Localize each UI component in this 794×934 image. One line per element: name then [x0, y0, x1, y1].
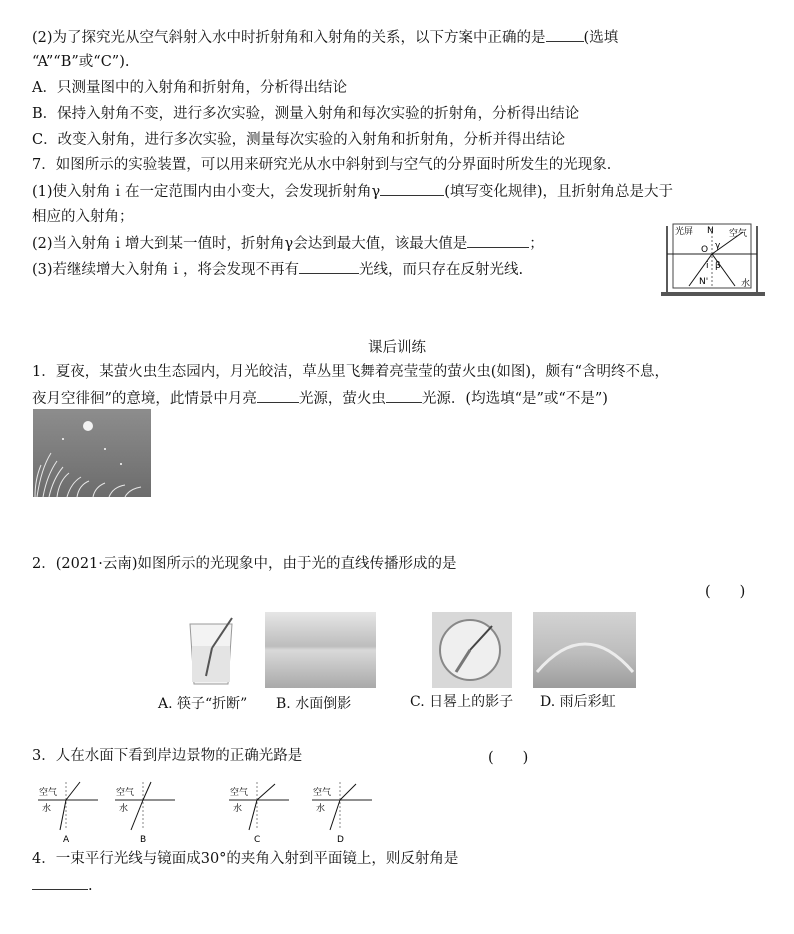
refraction-apparatus-figure: [659, 222, 769, 298]
base-stand: [661, 292, 765, 296]
q3-answer-paren[interactable]: ( ): [488, 750, 529, 766]
q7-part1-cont: 相应的入射角；: [32, 209, 134, 225]
label-gamma: γ: [715, 241, 721, 251]
ray-upper: [340, 784, 356, 800]
ray-upper: [66, 782, 80, 800]
q3-stem: 3．人在水面下看到岸边景物的正确光路是: [32, 748, 303, 764]
label-air: 空气: [116, 788, 135, 798]
q2-caption-a: A. 筷子“折断”: [158, 696, 248, 712]
q2-stem: 2．(2021·云南)如图所示的光现象中，由于光的直线传播形成的是: [32, 556, 457, 572]
q7-part1: (1)使入射角ｉ在一定范围内由小变大，会发现折射角γ (填写变化规律)，且折射角总是大于: [32, 181, 673, 202]
label-n-prime: N': [699, 277, 709, 287]
rainbow-arc: [533, 612, 636, 688]
light-path-diagram-a: [36, 780, 100, 844]
q7-part2: (2)当入射角ｉ增大到某一值时，折射角γ会达到最大值，该最大值是 ；: [32, 233, 544, 254]
q2-caption-b: B. 水面倒影: [276, 696, 352, 712]
moon: [83, 421, 93, 431]
answer-blank[interactable]: [380, 181, 444, 196]
q2-caption-c: C. 日晷上的影子: [410, 694, 514, 710]
ray-lower: [330, 800, 340, 830]
option-b: B．保持入射角不变，进行多次实验，测量入射角和每次实验的折射角，分析得出结论: [32, 106, 580, 122]
label-water: 水: [741, 279, 751, 289]
ray-lower: [131, 800, 143, 830]
label-air: 空气: [729, 229, 748, 239]
q4-answer-line: .: [32, 875, 93, 896]
label-air: 空气: [313, 788, 332, 798]
label-a: A: [63, 835, 70, 844]
q-prev-line2: “A”“B”或“C”).: [32, 54, 130, 70]
label-water: 水: [42, 804, 52, 814]
label-c: C: [254, 835, 261, 844]
sundial-photo: [432, 612, 512, 688]
q7-part3: (3)若继续增大入射角ｉ，将会发现不再有 光线，而只存在反射光线.: [32, 259, 523, 280]
q-prev-line1: (2)为了探究光从空气斜射入水中时折射角和入射角的关系，以下方案中正确的是 (选填: [32, 27, 618, 48]
ray-lower: [60, 800, 66, 830]
label-n: N: [707, 226, 714, 236]
ray-upper: [257, 784, 275, 800]
answer-blank[interactable]: [32, 875, 88, 890]
q1-line2: 夜月空徘徊”的意境，此情景中月亮 光源，萤火虫 光源．(均选填“是”或“不是”): [32, 388, 608, 409]
answer-blank[interactable]: [546, 27, 584, 42]
q2-answer-paren[interactable]: ( ): [705, 584, 746, 600]
q2-caption-d: D. 雨后彩虹: [540, 694, 616, 710]
ray-upper: [143, 782, 151, 800]
light-path-diagram-b: [113, 780, 177, 844]
answer-blank[interactable]: [257, 388, 299, 403]
q4-stem: 4．一束平行光线与镜面成30°的夹角入射到平面镜上，则反射角是: [32, 851, 459, 867]
label-air: 空气: [39, 788, 58, 798]
answer-blank[interactable]: [299, 259, 359, 274]
label-water: 水: [316, 804, 326, 814]
label-beta: β: [715, 261, 721, 271]
option-c: C．改变入射角，进行多次实验，测量每次实验的入射角和折射角，分析并得出结论: [32, 132, 566, 148]
label-o: O: [701, 245, 709, 255]
ray-lower: [249, 800, 257, 830]
answer-blank[interactable]: [386, 388, 422, 403]
firefly-night-photo: [33, 409, 151, 497]
q7-stem: 7．如图所示的实验装置，可以用来研究光从水中斜射到与空气的分界面时所发生的光现象．: [32, 157, 622, 173]
option-a: A．只测量图中的入射角和折射角，分析得出结论: [32, 80, 347, 96]
label-d: D: [337, 835, 344, 844]
rainbow-band: [537, 644, 633, 672]
light-path-diagram-c: [227, 780, 291, 844]
label-water: 水: [119, 804, 129, 814]
section-title: 课后训练: [368, 340, 426, 356]
q1-line1: 1．夏夜，某萤火虫生态园内，月光皎洁，草丛里飞舞着亮莹莹的萤火虫(如图)，颇有“含明终不息，: [32, 364, 669, 380]
light-path-diagram-d: [310, 780, 374, 844]
answer-blank[interactable]: [467, 233, 529, 248]
label-air: 空气: [230, 788, 249, 798]
water-reflection-photo: [265, 612, 376, 688]
label-screen: 光屏: [675, 227, 694, 237]
label-b: B: [140, 835, 147, 844]
glass-chopstick-image: [184, 616, 238, 688]
label-water: 水: [233, 804, 243, 814]
rainbow-photo: [533, 612, 636, 688]
label-i: i: [706, 261, 709, 271]
